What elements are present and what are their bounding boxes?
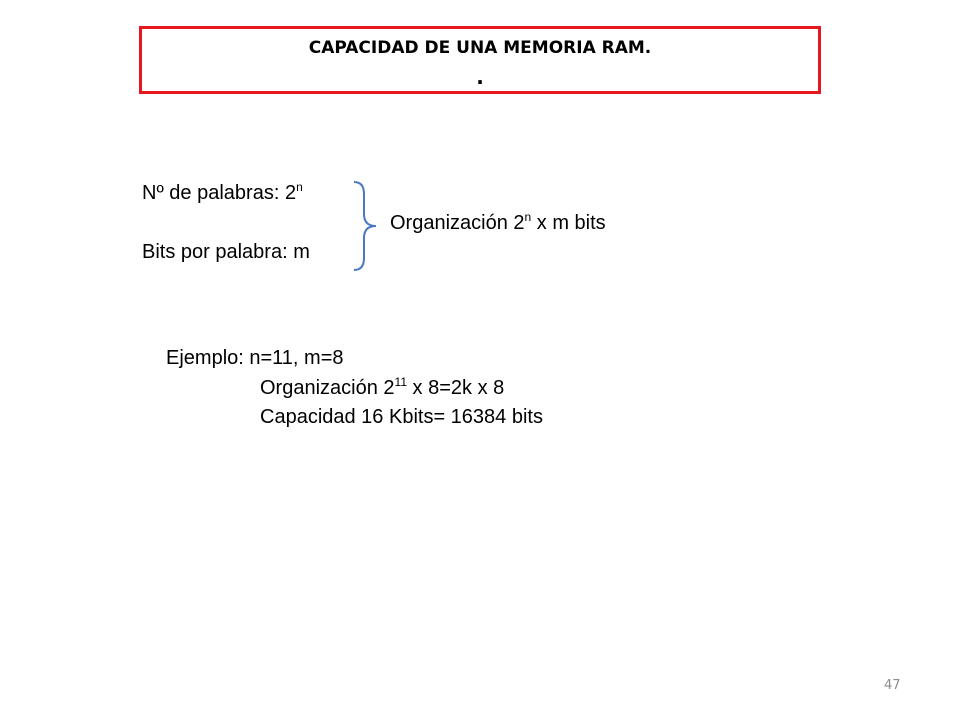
- organization-formula: [390, 211, 606, 235]
- bits-definition: Bits por palabra: m: [142, 241, 310, 263]
- words-exponent: n: [296, 180, 303, 194]
- slide-title: CAPACIDAD DE UNA MEMORIA RAM.: [308, 38, 652, 58]
- example-org-label: Organización 2: [260, 377, 395, 399]
- example-org-rest: x 8=2k x 8: [407, 377, 505, 399]
- words-definition: [142, 181, 303, 205]
- page-number: 47: [884, 678, 901, 693]
- organization-exponent: n: [524, 210, 532, 224]
- words-label: Nº de palabras: 2: [142, 182, 297, 204]
- example-org-exponent: 11: [394, 375, 407, 389]
- organization-rest: x m bits: [531, 212, 606, 234]
- example-organization: [260, 376, 504, 400]
- example-capacity: Capacidad 16 Kbits= 16384 bits: [260, 406, 543, 428]
- example-heading: Ejemplo: n=11, m=8: [166, 347, 344, 369]
- organization-label: Organización 2: [390, 212, 525, 234]
- slide-title-dot: .: [476, 65, 484, 89]
- curly-brace-icon: [352, 180, 382, 272]
- title-box: [139, 26, 821, 94]
